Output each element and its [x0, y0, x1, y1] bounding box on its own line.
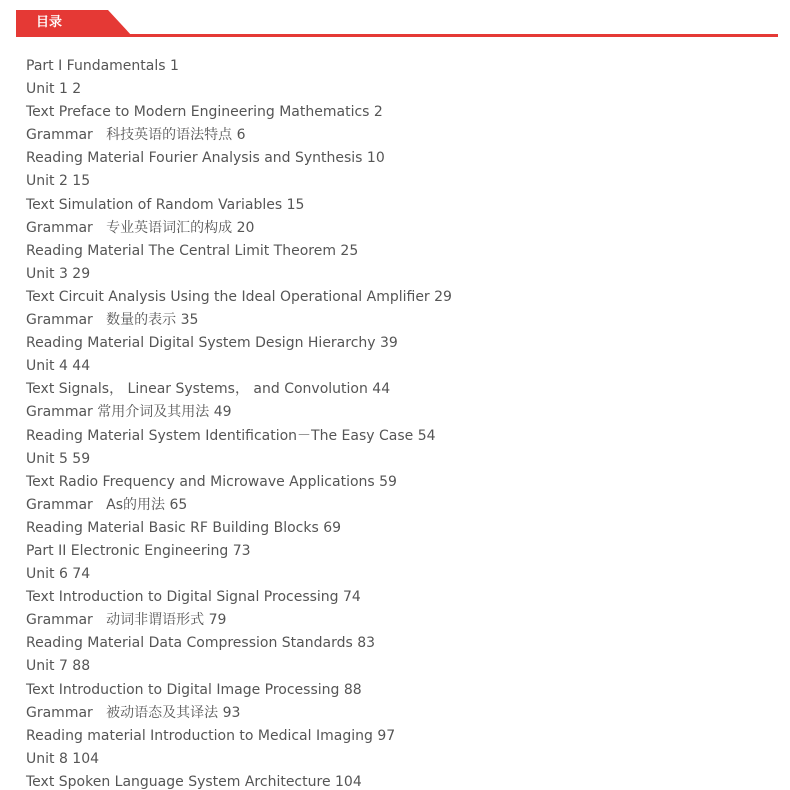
page-title: 目录 — [36, 15, 63, 30]
toc-entry: Part I Fundamentals 1 — [26, 58, 179, 74]
toc-entry: Text Introduction to Digital Image Processing 88 — [26, 681, 362, 698]
toc-entry: Unit 2 15 — [26, 173, 91, 190]
toc-entry: Text Spoken Language System Architecture 104 — [26, 773, 362, 790]
toc-entry: Grammar 数量的表示 35 — [26, 312, 199, 329]
toc-entry: Text Preface to Modern Engineering Mathematics 2 — [26, 104, 383, 121]
header-divider — [16, 34, 778, 37]
toc-entry: Reading Material Data Compression Standards 83 — [26, 635, 376, 652]
toc-entry: Reading material Introduction to Medical Imaging 97 — [26, 727, 396, 744]
toc-entry: Text Introduction to Digital Signal Processing 74 — [26, 589, 361, 606]
toc-entry: Text Simulation of Random Variables 15 — [26, 196, 305, 213]
table-of-contents — [26, 55, 452, 790]
toc-header — [0, 10, 790, 38]
toc-entry: Reading Material Digital System Design Hierarchy 39 — [26, 335, 398, 352]
toc-entry: Unit 1 2 — [26, 81, 82, 98]
toc-entry: Part II Electronic Engineering 73 — [26, 542, 251, 559]
toc-entry: Unit 5 59 — [26, 450, 91, 467]
toc-entry: Text Radio Frequency and Microwave Applications 59 — [26, 473, 397, 490]
toc-entry: Unit 8 104 — [26, 750, 100, 767]
toc-entry: Unit 6 74 — [26, 566, 91, 583]
toc-entry: Grammar As的用法 65 — [26, 496, 188, 513]
toc-entry: Grammar 科技英语的语法特点 6 — [26, 127, 246, 144]
toc-entry: Grammar 动词非谓语形式 79 — [26, 612, 227, 629]
toc-entry: Grammar 常用介词及其用法 49 — [26, 404, 232, 421]
toc-entry: Reading Material Basic RF Building Blocks 69 — [26, 519, 342, 536]
header-tab — [16, 10, 132, 36]
toc-entry: Grammar 被动语态及其译法 93 — [26, 704, 241, 721]
toc-entry: Unit 4 44 — [26, 358, 91, 375]
toc-entry: Text Circuit Analysis Using the Ideal Operational Amplifier 29 — [26, 288, 452, 305]
toc-entry: Reading Material The Central Limit Theorem 25 — [26, 242, 359, 259]
toc-entry: Reading Material Fourier Analysis and Synthesis 10 — [26, 150, 385, 167]
toc-entry: Grammar 专业英语词汇的构成 20 — [26, 219, 255, 236]
toc-entry: Unit 7 88 — [26, 658, 91, 675]
toc-entry: Text Signals， Linear Systems， and Convolution 44 — [26, 381, 391, 398]
toc-entry: Reading Material System Identification－The Easy Case 54 — [26, 427, 436, 444]
toc-entry: Unit 3 29 — [26, 265, 91, 282]
